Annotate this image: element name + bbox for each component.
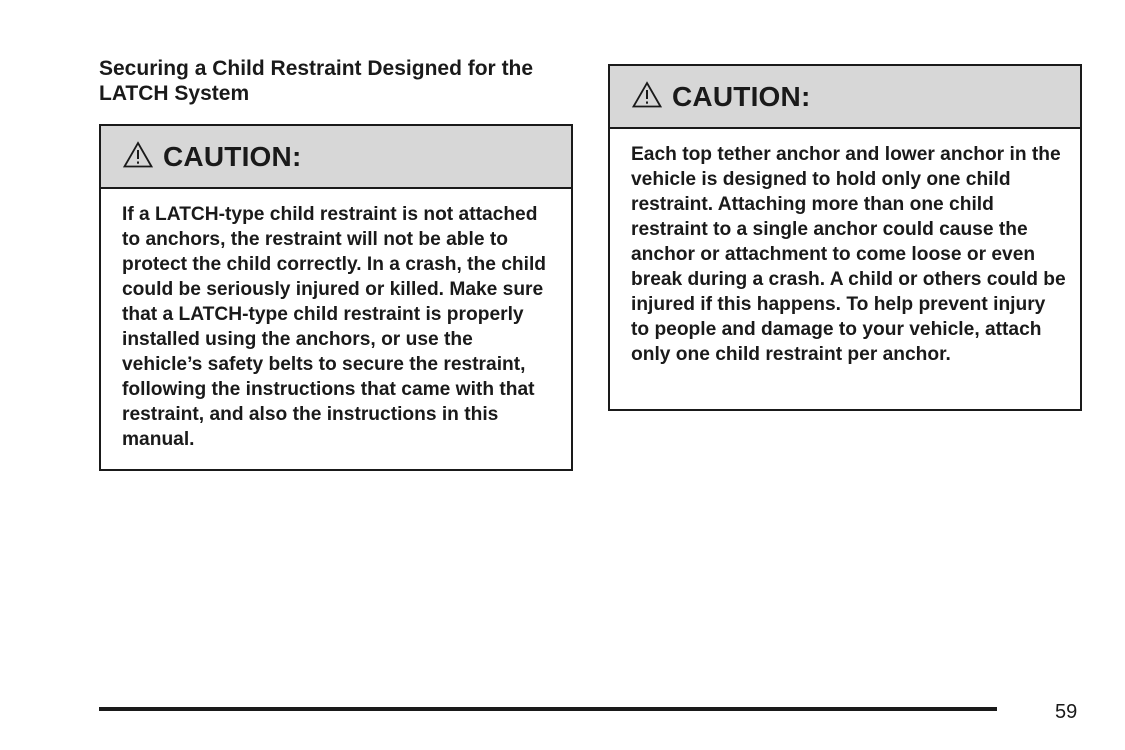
caution-header xyxy=(101,126,571,189)
warning-triangle-icon xyxy=(632,81,662,108)
caution-body: If a LATCH-type child restraint is not attached to anchors, the restraint will not be able to protect the child correctly. In a crash, the child could be seriously injured or killed. Make sure that a LATCH-type child restraint is properly installed using the anchors, or use the vehicle’s safety belts to secure the restraint, following the instructions that came with that restraint, and also the instructions in this manual. xyxy=(122,204,547,450)
caution-box-single-anchor xyxy=(608,64,1082,411)
caution-box-latch-attachment xyxy=(99,124,573,471)
page-number: 59 xyxy=(1055,701,1078,723)
caution-title: CAUTION: xyxy=(163,140,302,172)
caution-header xyxy=(610,66,1080,129)
caution-body: Each top tether anchor and lower anchor in the vehicle is designed to hold only one child restraint. Attaching more than one child restraint to a single anchor could cause the anchor or attachment to come loose or even break during a crash. A child or others could be injured if this happens. To help prevent injury to people and damage to your vehicle, attach only one child restraint per anchor. xyxy=(631,144,1066,365)
caution-title: CAUTION: xyxy=(672,80,811,112)
footer-divider xyxy=(99,707,997,711)
section-heading: Securing a Child Restraint Designed for the LATCH System xyxy=(99,57,534,105)
warning-triangle-icon xyxy=(123,141,153,168)
